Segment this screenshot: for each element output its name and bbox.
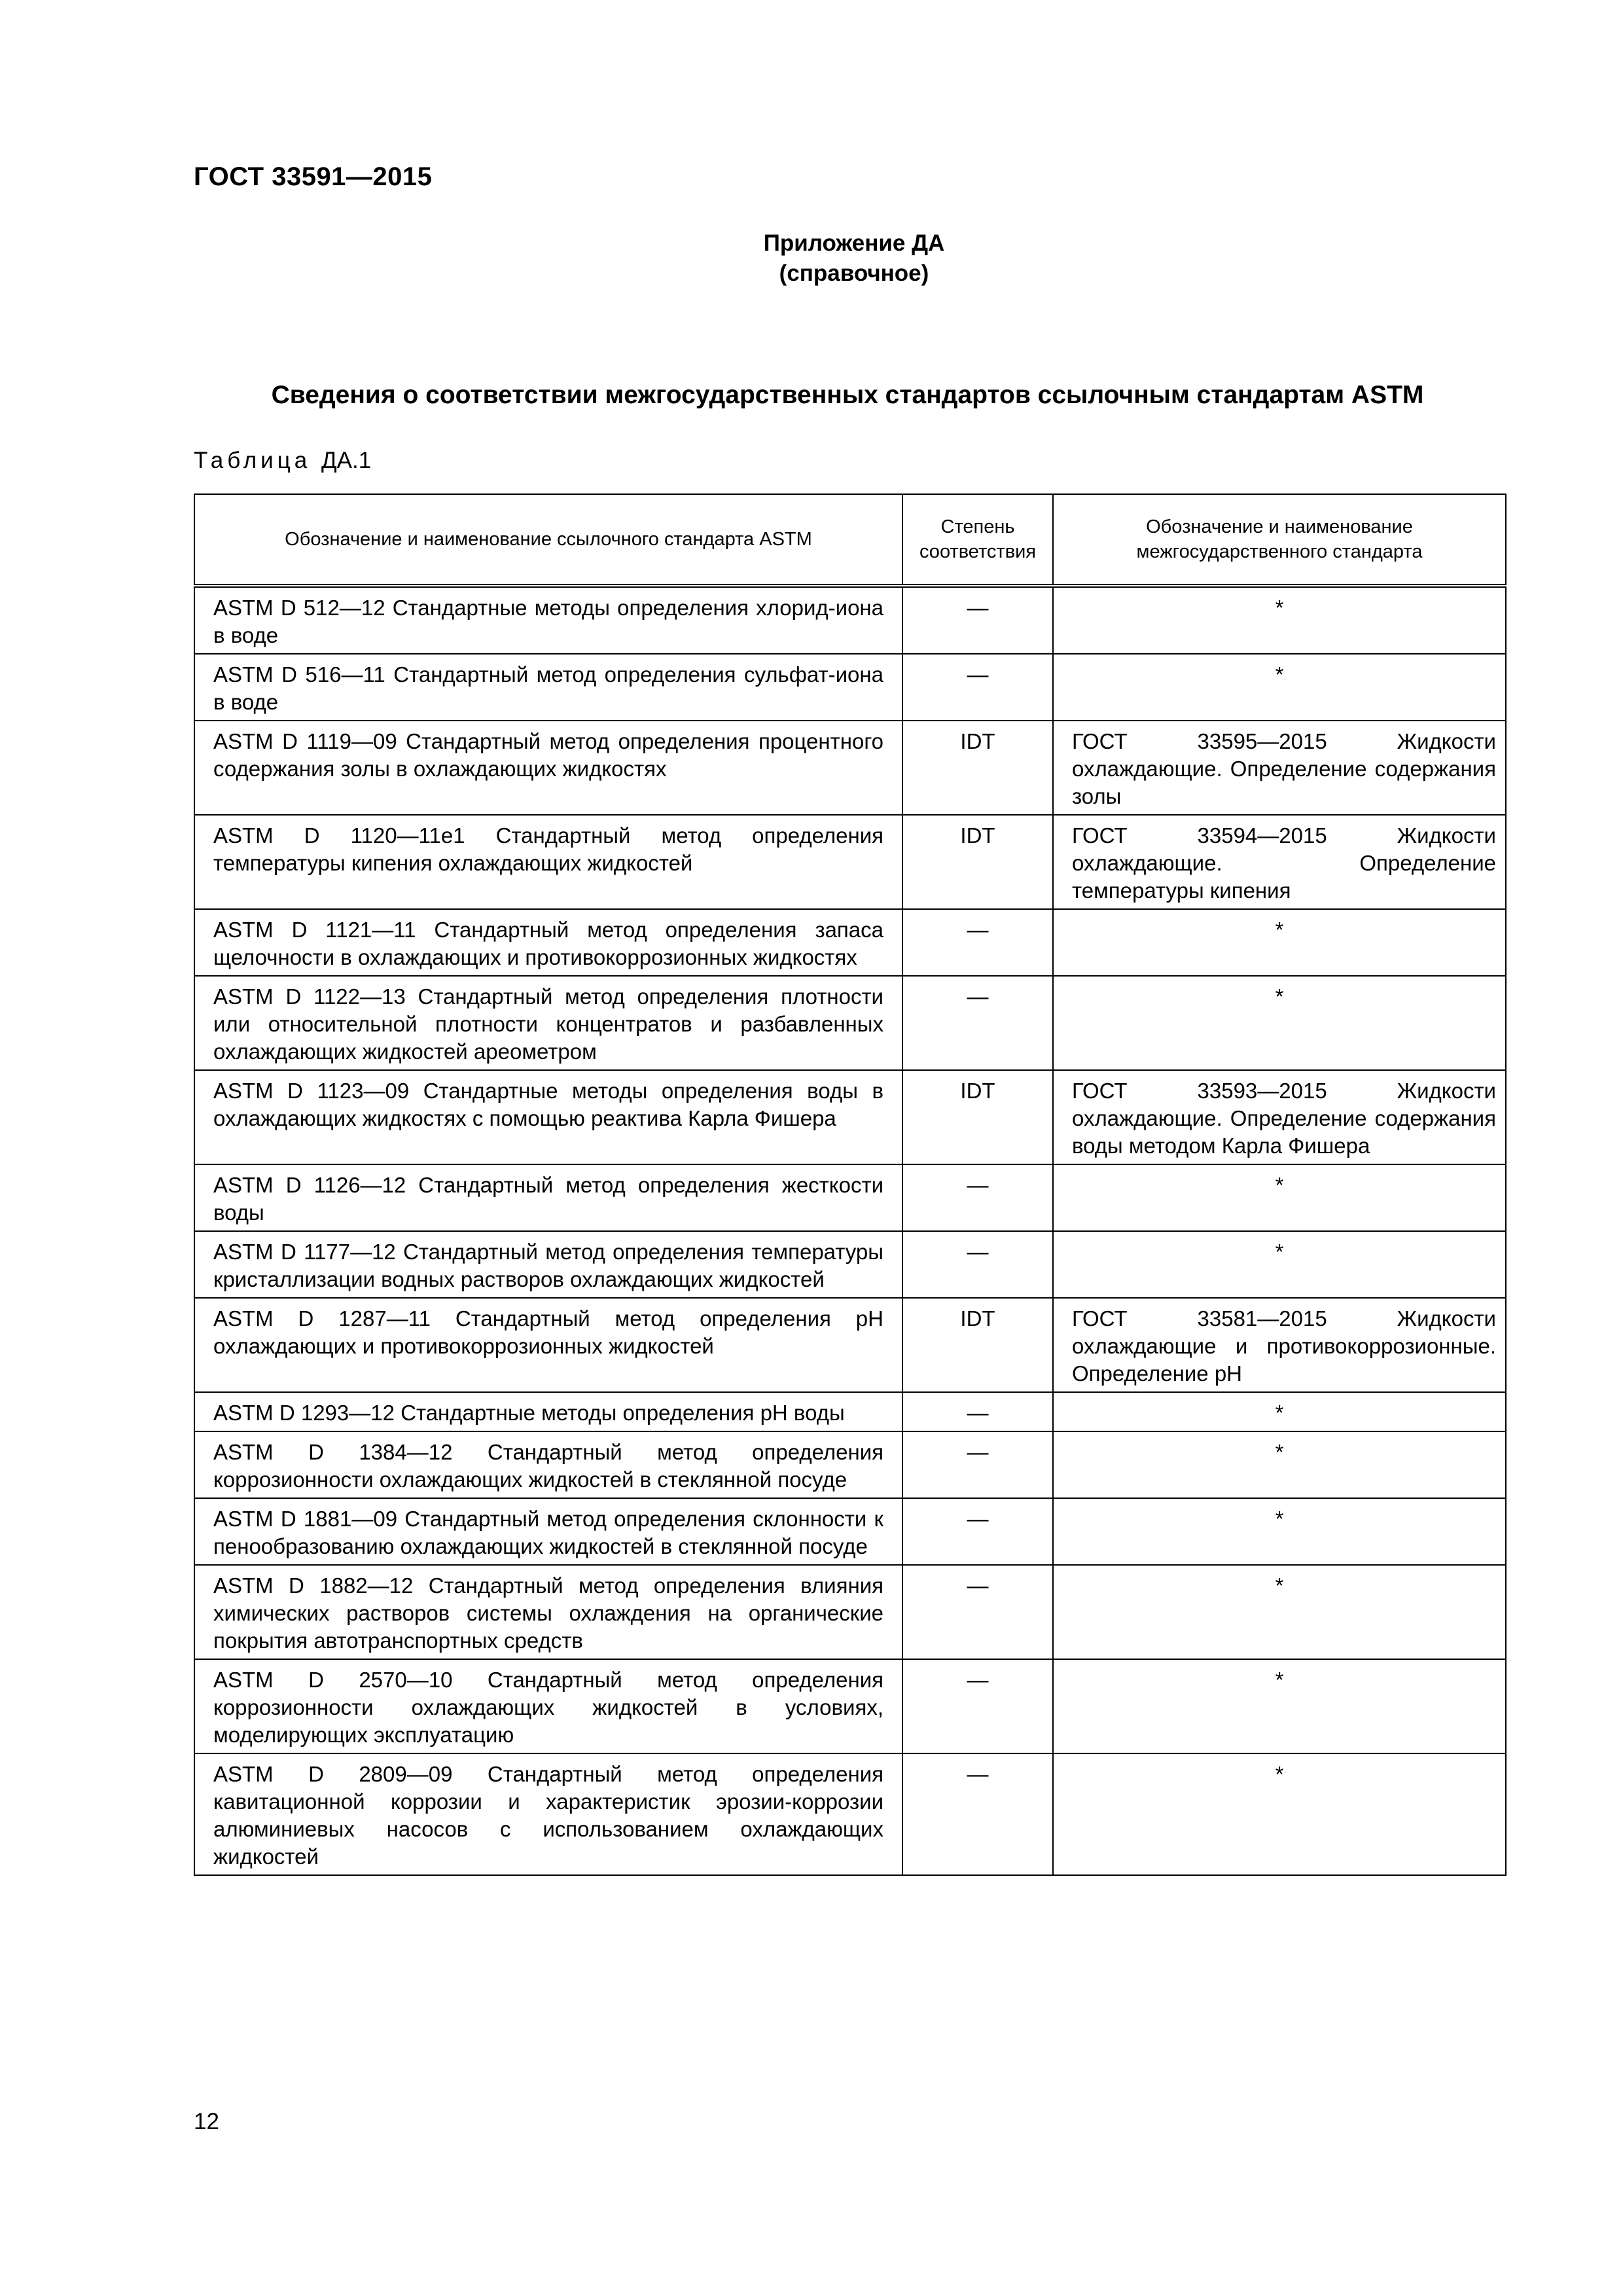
table-row: [194, 976, 1506, 1070]
astm-standard-cell: ASTM D 2570—10 Стандартный метод определения коррозионности охлаждающих жидкостей в условиях, моделирующих эксплуатацию: [194, 1659, 902, 1753]
table-row: [194, 721, 1506, 815]
interstate-standard-cell: ГОСТ 33581—2015 Жидкости охлаждающие и противокоррозионные. Определение pH: [1053, 1298, 1506, 1392]
astm-standard-cell: ASTM D 1122—13 Стандартный метод определения плотности или относительной плотности концентратов и разбавленных охлаждающих жидкостей ареометром: [194, 976, 902, 1070]
appendix-title: Приложение ДА: [763, 230, 945, 256]
table-row: [194, 1392, 1506, 1431]
correspondence-table: [194, 493, 1507, 1876]
interstate-standard-cell: *: [1053, 1659, 1506, 1753]
interstate-standard-cell: *: [1053, 586, 1506, 654]
interstate-standard-cell: *: [1053, 976, 1506, 1070]
table-row: [194, 1231, 1506, 1298]
table-row: [194, 1070, 1506, 1164]
table-row: [194, 1164, 1506, 1231]
table-row: [194, 1753, 1506, 1875]
column-header-interstate-standard: Обозначение и наименование межгосударственного стандарта: [1053, 494, 1506, 586]
astm-standard-cell: ASTM D 516—11 Стандартный метод определения сульфат-иона в воде: [194, 654, 902, 721]
degree-cell: —: [902, 654, 1053, 721]
interstate-standard-cell: *: [1053, 1392, 1506, 1431]
table-row: [194, 1431, 1506, 1498]
degree-cell: —: [902, 1164, 1053, 1231]
astm-standard-cell: ASTM D 1120—11e1 Стандартный метод определения температуры кипения охлаждающих жидкостей: [194, 815, 902, 909]
table-row: [194, 909, 1506, 976]
astm-standard-cell: ASTM D 1177—12 Стандартный метод определения температуры кристаллизации водных растворов охлаждающих жидкостей: [194, 1231, 902, 1298]
interstate-standard-cell: ГОСТ 33595—2015 Жидкости охлаждающие. Определение содержания золы: [1053, 721, 1506, 815]
degree-cell: IDT: [902, 1070, 1053, 1164]
interstate-standard-cell: *: [1053, 1164, 1506, 1231]
table-row: [194, 1298, 1506, 1392]
table-body: [194, 586, 1506, 1875]
table-row: [194, 586, 1506, 654]
astm-standard-cell: ASTM D 1293—12 Стандартные методы определения pH воды: [194, 1392, 902, 1431]
degree-cell: —: [902, 1392, 1053, 1431]
interstate-standard-cell: ГОСТ 33594—2015 Жидкости охлаждающие. Определение температуры кипения: [1053, 815, 1506, 909]
astm-standard-cell: ASTM D 1119—09 Стандартный метод определения процентного содержания золы в охлаждающих жидкостях: [194, 721, 902, 815]
degree-cell: IDT: [902, 1298, 1053, 1392]
interstate-standard-cell: *: [1053, 1753, 1506, 1875]
astm-standard-cell: ASTM D 1384—12 Стандартный метод определения коррозионности охлаждающих жидкостей в стеклянной посуде: [194, 1431, 902, 1498]
interstate-standard-cell: *: [1053, 1231, 1506, 1298]
table-row: [194, 1659, 1506, 1753]
degree-cell: IDT: [902, 721, 1053, 815]
interstate-standard-cell: ГОСТ 33593—2015 Жидкости охлаждающие. Определение содержания воды методом Карла Фишера: [1053, 1070, 1506, 1164]
degree-cell: —: [902, 1753, 1053, 1875]
table-caption-number: ДА.1: [321, 448, 372, 473]
table-row: [194, 1498, 1506, 1565]
page-number: 12: [194, 2109, 219, 2134]
degree-cell: IDT: [902, 815, 1053, 909]
degree-cell: —: [902, 1498, 1053, 1565]
astm-standard-cell: ASTM D 2809—09 Стандартный метод определения кавитационной коррозии и характеристик эрозии-коррозии алюминиевых насосов с использованием охлаждающих жидкостей: [194, 1753, 902, 1875]
astm-standard-cell: ASTM D 1126—12 Стандартный метод определения жесткости воды: [194, 1164, 902, 1231]
table-caption: [194, 448, 371, 474]
degree-cell: —: [902, 909, 1053, 976]
interstate-standard-cell: *: [1053, 654, 1506, 721]
table-caption-prefix: Таблица: [194, 448, 312, 473]
astm-standard-cell: ASTM D 1123—09 Стандартные методы определения воды в охлаждающих жидкостях с помощью реактива Карла Фишера: [194, 1070, 902, 1164]
degree-cell: —: [902, 1231, 1053, 1298]
astm-standard-cell: ASTM D 512—12 Стандартные методы определения хлорид-иона в воде: [194, 586, 902, 654]
astm-standard-cell: ASTM D 1882—12 Стандартный метод определения влияния химических растворов системы охлаждения на органические покрытия автотранспортных средств: [194, 1565, 902, 1659]
degree-cell: —: [902, 586, 1053, 654]
interstate-standard-cell: *: [1053, 1431, 1506, 1498]
interstate-standard-cell: *: [1053, 1498, 1506, 1565]
table-row: [194, 1565, 1506, 1659]
table-row: [194, 654, 1506, 721]
appendix-subtitle: (справочное): [779, 260, 929, 286]
astm-standard-cell: ASTM D 1287—11 Стандартный метод определения pH охлаждающих и противокоррозионных жидкостей: [194, 1298, 902, 1392]
degree-cell: —: [902, 1659, 1053, 1753]
degree-cell: —: [902, 1431, 1053, 1498]
degree-cell: —: [902, 976, 1053, 1070]
astm-standard-cell: ASTM D 1121—11 Стандартный метод определения запаса щелочности в охлаждающих и противокоррозионных жидкостях: [194, 909, 902, 976]
astm-standard-cell: ASTM D 1881—09 Стандартный метод определения склонности к пенообразованию охлаждающих жидкостей в стеклянной посуде: [194, 1498, 902, 1565]
interstate-standard-cell: *: [1053, 1565, 1506, 1659]
degree-cell: —: [902, 1565, 1053, 1659]
interstate-standard-cell: *: [1053, 909, 1506, 976]
document-code: ГОСТ 33591—2015: [194, 162, 433, 191]
table-header-row: [194, 494, 1506, 586]
table-row: [194, 815, 1506, 909]
column-header-astm-standard: Обозначение и наименование ссылочного стандарта ASTM: [194, 494, 902, 586]
section-title: Сведения о соответствии межгосударственных стандартов ссылочным стандартам ASTM: [271, 381, 1424, 409]
column-header-degree: Степень соответствия: [902, 494, 1053, 586]
